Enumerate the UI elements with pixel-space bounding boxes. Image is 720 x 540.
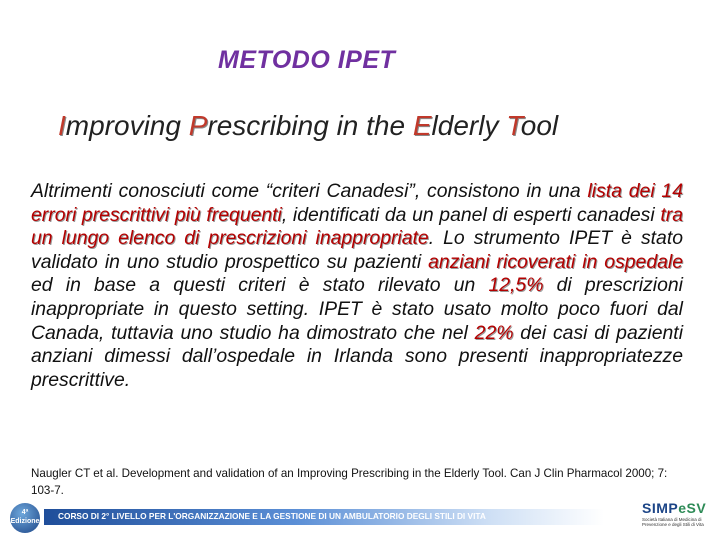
body-paragraph bbox=[31, 180, 683, 392]
highlight-12-5-percent: 12,5% bbox=[488, 274, 544, 297]
footer bbox=[0, 500, 720, 536]
logo-subtitle: Società Italiana di Medicina di Prevenzione e degli Stili di Vita bbox=[642, 517, 704, 527]
course-banner bbox=[44, 509, 604, 525]
body-text-2: , identificati da un panel di esperti canadesi bbox=[281, 203, 661, 226]
body-text-1: Altrimenti conosciuti come “criteri Canadesi”, consistono in una bbox=[31, 180, 588, 202]
highlight-22-percent: 22% bbox=[474, 321, 514, 344]
course-title: CORSO DI 2° LIVELLO PER L'ORGANIZZAZIONE E LA GESTIONE DI UN AMBULATORIO DEGLI STILI DI VITA bbox=[58, 511, 486, 521]
body-text-4: ed in base a questi criteri è stato rilevato un bbox=[31, 274, 489, 297]
logo-main: SIMP bbox=[642, 500, 679, 516]
subtitle-word-4: ool bbox=[520, 110, 559, 141]
logo-accent: eSV bbox=[678, 500, 707, 516]
initial-e: E bbox=[412, 110, 432, 141]
logo-text bbox=[642, 500, 706, 516]
edition-number: 4ª bbox=[21, 509, 29, 516]
edition-badge bbox=[10, 503, 40, 533]
highlight-inappropriate-list: tra un lungo elenco di prescrizioni inappropriate bbox=[31, 203, 683, 250]
body-text-3: . Lo strumento IPET è stato validato in uno studio prospettico su pazienti bbox=[31, 227, 683, 273]
slide-title: METODO IPET bbox=[218, 46, 396, 74]
subtitle-word-1: mproving bbox=[65, 110, 189, 141]
initial-i: I bbox=[58, 110, 66, 141]
reference-citation: Naugler CT et al. Development and validation of an Improving Prescribing in the Elderly Tool. Can J Clin Pharmacol 2000; 7: 103-7. bbox=[31, 467, 668, 497]
edition-label: Edizione bbox=[10, 518, 40, 525]
body-text-6: dei casi di pazienti anziani dimessi dall’ospedale in Irlanda sono presenti inappropriatezze prescrittive. bbox=[31, 321, 683, 391]
simpesv-logo bbox=[640, 500, 716, 536]
initial-p: P bbox=[188, 110, 208, 141]
slide-subtitle bbox=[58, 110, 558, 142]
body-text-5: di prescrizioni inappropriate in questo setting. IPET è stato usato molto poco fuori dal Canada, tuttavia uno studio ha dimostrato che nel bbox=[31, 274, 683, 344]
highlight-errors-list: lista dei 14 errori prescrittivi più frequenti bbox=[31, 180, 683, 226]
subtitle-word-2: rescribing in the bbox=[207, 110, 413, 141]
subtitle-word-3: lderly bbox=[431, 110, 507, 141]
highlight-hospital-patients: anziani ricoverati in ospedale bbox=[428, 250, 684, 273]
initial-t: T bbox=[506, 110, 521, 141]
